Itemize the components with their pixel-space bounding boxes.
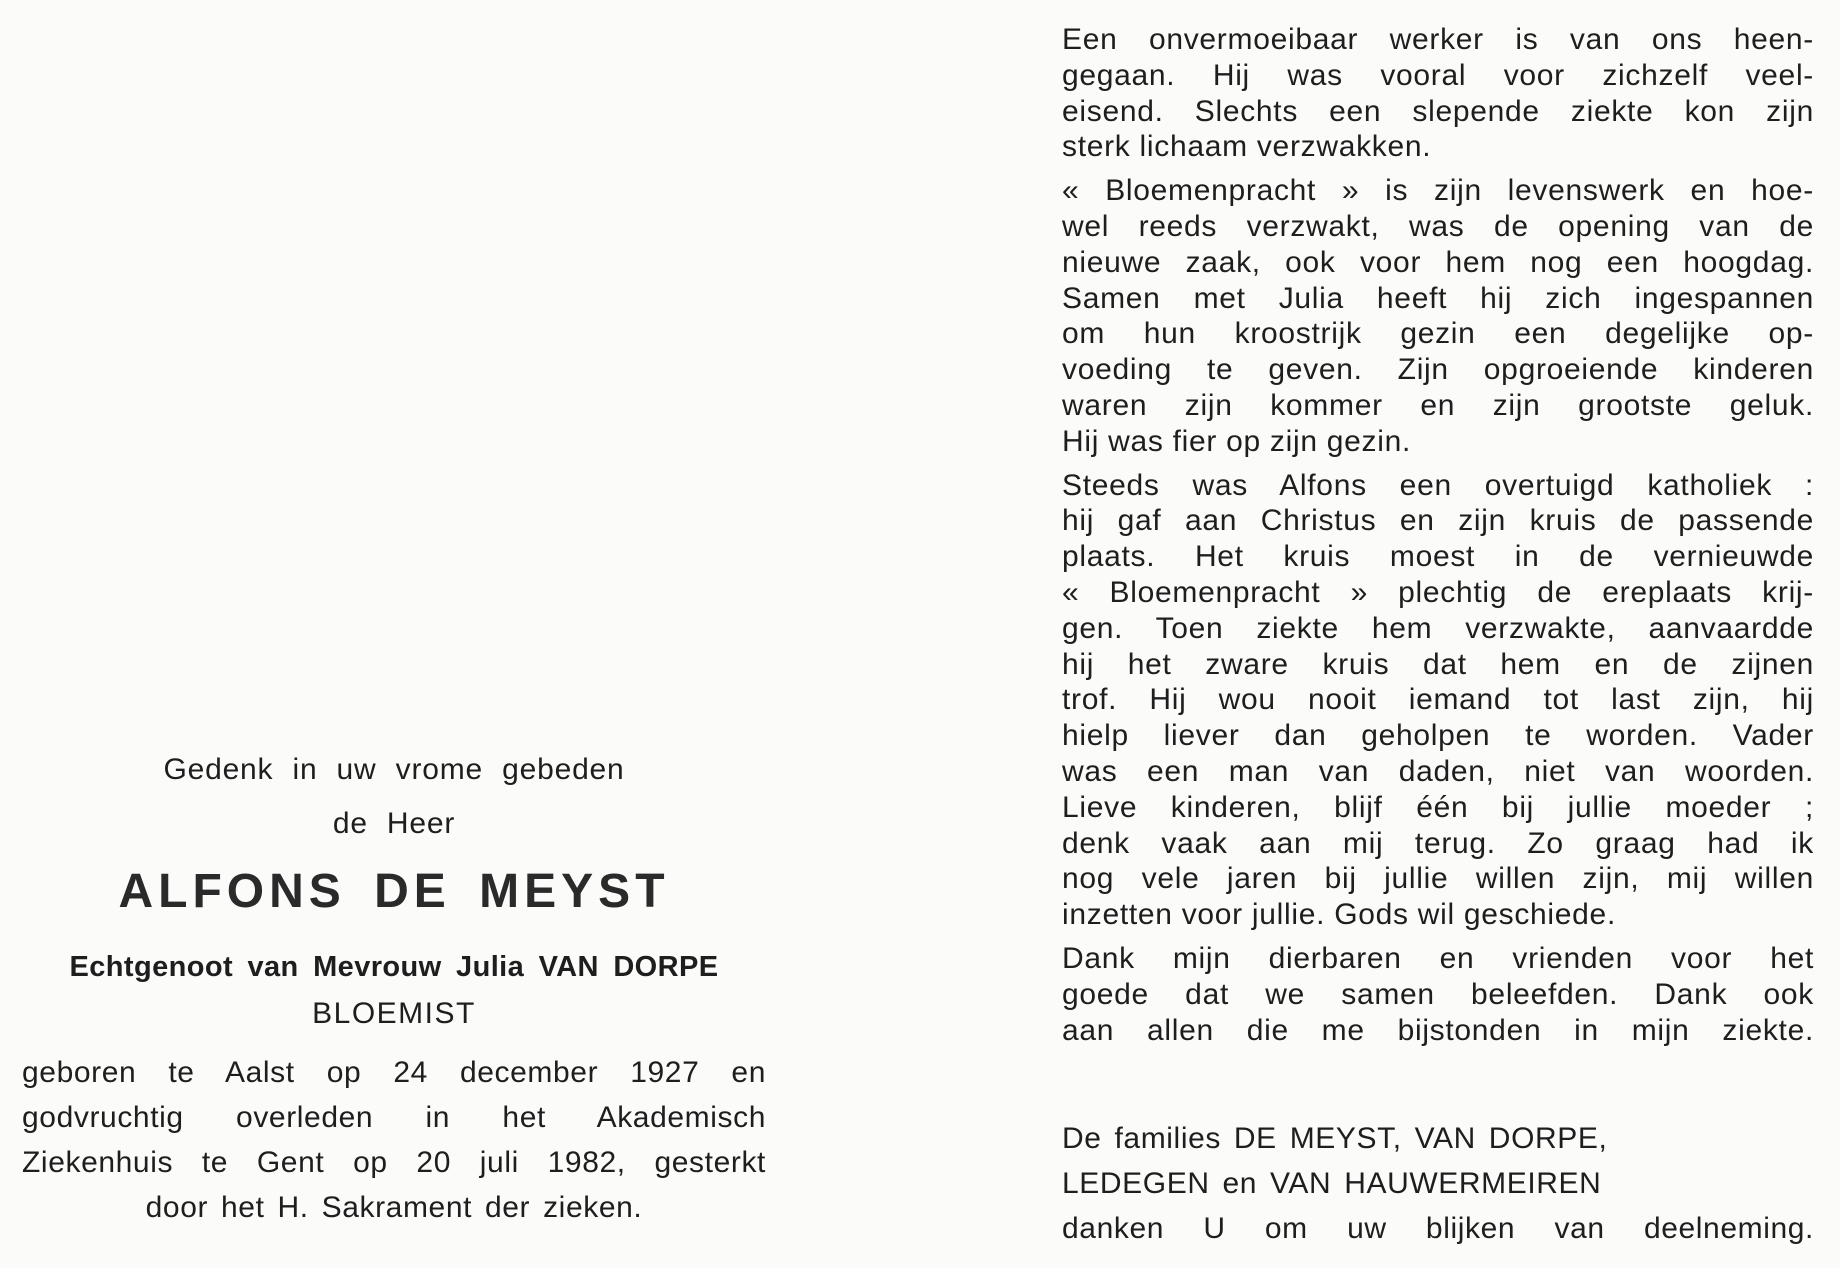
text-line: aan allen die me bijstonden in mijn ziekte. — [1062, 1013, 1814, 1047]
text-line: waren zijn kommer en zijn grootste geluk. — [1062, 388, 1814, 422]
text-line: sterk lichaam verzwakken. — [1062, 130, 1432, 164]
birth-death-details — [22, 1050, 766, 1230]
text-line: nieuwe zaak, ook voor hem nog een hoogdag. — [1062, 245, 1814, 279]
birth-death-line: Ziekenhuis te Gent op 20 juli 1982, gesterkt — [22, 1146, 766, 1179]
birth-death-line: godvruchtig overleden in het Akademisch — [22, 1101, 766, 1134]
text-line: trof. Hij wou nooit iemand tot last zijn, hij — [1062, 683, 1814, 717]
tribute-paragraph — [1062, 22, 1814, 165]
text-line: hij gaf aan Christus en zijn kruis de passende — [1062, 504, 1814, 538]
thanks-line: De families DE MEYST, VAN DORPE, — [1062, 1122, 1608, 1155]
text-line: was een man van daden, niet van woorden. — [1062, 754, 1814, 788]
text-line: voeding te geven. Zijn opgroeiende kinderen — [1062, 353, 1814, 387]
text-line: « Bloemenpracht » plechtig de ereplaats krij- — [1062, 575, 1814, 609]
deceased-name: ALFONS DE MEYST — [118, 865, 670, 918]
text-line: Steeds was Alfons een overtuigd katholiek : — [1062, 468, 1814, 502]
text-line: inzetten voor jullie. Gods wil geschiede. — [1062, 898, 1616, 932]
text-line: goede dat we samen beleefden. Dank ook — [1062, 977, 1814, 1011]
birth-death-line: geboren te Aalst op 24 december 1927 en — [22, 1056, 766, 1089]
text-line: gegaan. Hij was vooral voor zichzelf veel- — [1062, 58, 1814, 92]
text-line: plaats. Het kruis moest in de vernieuwde — [1062, 540, 1814, 574]
text-line: eisend. Slechts een slepende ziekte kon zijn — [1062, 94, 1814, 128]
text-line: Samen met Julia heeft hij zich ingespannen — [1062, 281, 1814, 315]
tribute-paragraph — [1062, 941, 1814, 1048]
tribute-paragraph — [1062, 468, 1814, 933]
text-line: Een onvermoeibaar werker is van ons heen- — [1062, 23, 1814, 56]
birth-death-line: door het H. Sakrament der zieken. — [145, 1191, 643, 1224]
invocation: Gedenk in uw vrome gebeden — [163, 753, 625, 786]
text-line: hielp liever dan geholpen te worden. Vader — [1062, 719, 1814, 753]
text-line: Dank mijn dierbaren en vrienden voor het — [1062, 941, 1814, 975]
profession: BLOEMIST — [312, 997, 476, 1030]
spouse-line: Echtgenoot van Mevrouw Julia VAN DORPE — [69, 951, 719, 983]
honorific: de Heer — [332, 807, 456, 840]
text-line: gen. Toen ziekte hem verzwakte, aanvaardde — [1062, 611, 1814, 645]
tribute-paragraph — [1062, 173, 1814, 459]
text-line: hij het zware kruis dat hem en de zijnen — [1062, 647, 1814, 681]
text-line: Lieve kinderen, blijf één bij jullie moeder ; — [1062, 790, 1814, 824]
text-line: om hun kroostrijk gezin een degelijke op- — [1062, 317, 1814, 351]
text-line: denk vaak aan mij terug. Zo graag had ik — [1062, 826, 1814, 860]
text-line: « Bloemenpracht » is zijn levenswerk en hoe- — [1062, 174, 1814, 208]
thanks-line: LEDEGEN en VAN HAUWERMEIREN — [1062, 1167, 1602, 1200]
family-thanks — [1062, 1116, 1814, 1251]
thanks-line: danken U om uw blijken van deelneming. — [1062, 1212, 1814, 1245]
text-line: Hij was fier op zijn gezin. — [1062, 424, 1412, 458]
left-panel — [22, 750, 766, 1230]
right-panel — [1062, 22, 1814, 1056]
text-line: nog vele jaren bij jullie willen zijn, mij willen — [1062, 862, 1814, 896]
text-line: wel reeds verzwakt, was de opening van de — [1062, 209, 1814, 243]
